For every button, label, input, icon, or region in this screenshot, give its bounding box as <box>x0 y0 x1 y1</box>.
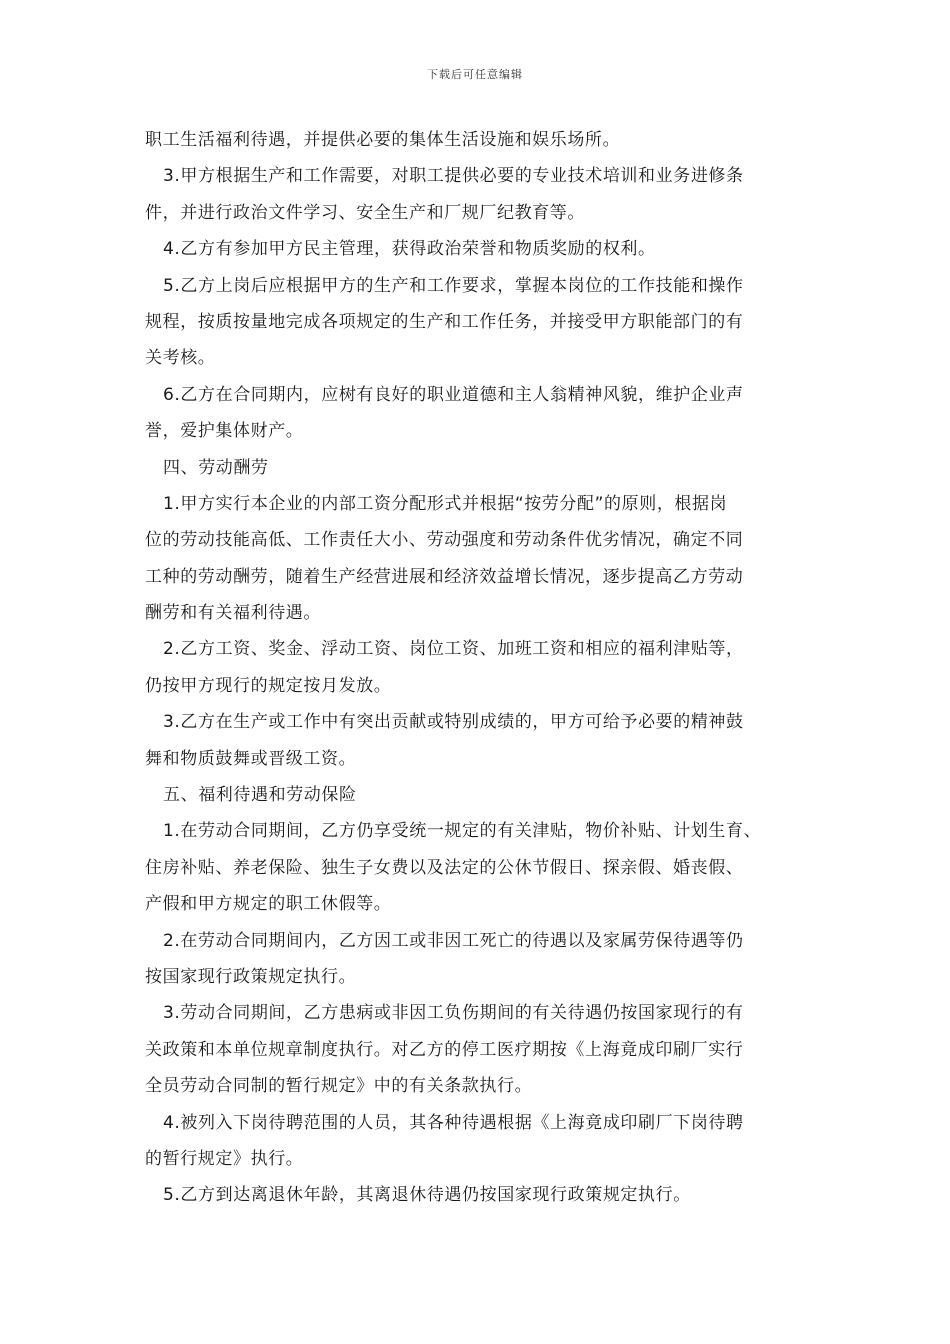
text-line: 位的劳动技能高低、工作责任大小、劳动强度和劳动条件优劣情况，确定不同 <box>145 530 744 551</box>
text-line: 酬劳和有关福利待遇。 <box>145 603 321 624</box>
text-line: 产假和甲方规定的职工休假等。 <box>145 894 392 915</box>
text-line: 1.甲方实行本企业的内部工资分配形式并根据“按劳分配”的原则，根据岗 <box>163 493 728 514</box>
text-line: 5.乙方上岗后应根据甲方的生产和工作要求，掌握本岗位的工作技能和操作 <box>163 275 744 296</box>
text-line: 2.乙方工资、奖金、浮动工资、岗位工资、加班工资和相应的福利津贴等， <box>163 639 744 660</box>
text-line: 规程，按质按量地完成各项规定的生产和工作任务，并接受甲方职能部门的有 <box>145 311 744 332</box>
text-line: 3.甲方根据生产和工作需要，对职工提供必要的专业技术培训和业务进修条 <box>163 166 744 187</box>
text-line: 关政策和本单位规章制度执行。对乙方的停工医疗期按《上海竟成印刷厂实行 <box>145 1039 744 1060</box>
text-line: 按国家现行政策规定执行。 <box>145 966 357 987</box>
text-line: 2.在劳动合同期间内，乙方因工或非因工死亡的待遇以及家属劳保待遇等仍 <box>163 930 744 951</box>
document-body <box>145 122 825 1214</box>
text-line: 5.乙方到达离退休年龄，其离退休待遇仍按国家现行政策规定执行。 <box>163 1185 691 1206</box>
text-line: 工种的劳动酬劳，随着生产经营进展和经济效益增长情况，逐步提高乙方劳动 <box>145 566 744 587</box>
text-line: 3.乙方在生产或工作中有突出贡献或特别成绩的，甲方可给予必要的精神鼓 <box>163 712 744 733</box>
text-line: 四、劳动酬劳 <box>163 457 269 478</box>
text-line: 誉，爱护集体财产。 <box>145 421 304 442</box>
text-line: 3.劳动合同期间，乙方患病或非因工负伤期间的有关待遇仍按国家现行的有 <box>163 1003 744 1024</box>
text-line: 4.被列入下岗待聘范围的人员，其各种待遇根据《上海竟成印刷厂下岗待聘 <box>163 1112 744 1133</box>
text-line: 五、福利待遇和劳动保险 <box>163 785 357 806</box>
text-line: 全员劳动合同制的暂行规定》中的有关条款执行。 <box>145 1076 533 1097</box>
text-line: 仍按甲方现行的规定按月发放。 <box>145 675 392 696</box>
text-line: 件，并进行政治文件学习、安全生产和厂规厂纪教育等。 <box>145 202 585 223</box>
text-line: 住房补贴、养老保险、独生子女费以及法定的公休节假日、探亲假、婚丧假、 <box>145 857 744 878</box>
text-line: 4.乙方有参加甲方民主管理，获得政治荣誉和物质奖励的权利。 <box>163 239 656 260</box>
page-header: 下载后可任意编辑 <box>427 68 523 81</box>
text-line: 职工生活福利待遇，并提供必要的集体生活设施和娱乐场所。 <box>145 130 621 150</box>
text-line: 1.在劳动合同期间，乙方仍享受统一规定的有关津贴，物价补贴、计划生育、 <box>163 821 762 842</box>
text-line: 6.乙方在合同期内，应树有良好的职业道德和主人翁精神风貌，维护企业声 <box>163 384 744 405</box>
text-line: 的暂行规定》执行。 <box>145 1148 304 1169</box>
text-line: 关考核。 <box>145 348 216 369</box>
text-line: 舞和物质鼓舞或晋级工资。 <box>145 748 357 769</box>
